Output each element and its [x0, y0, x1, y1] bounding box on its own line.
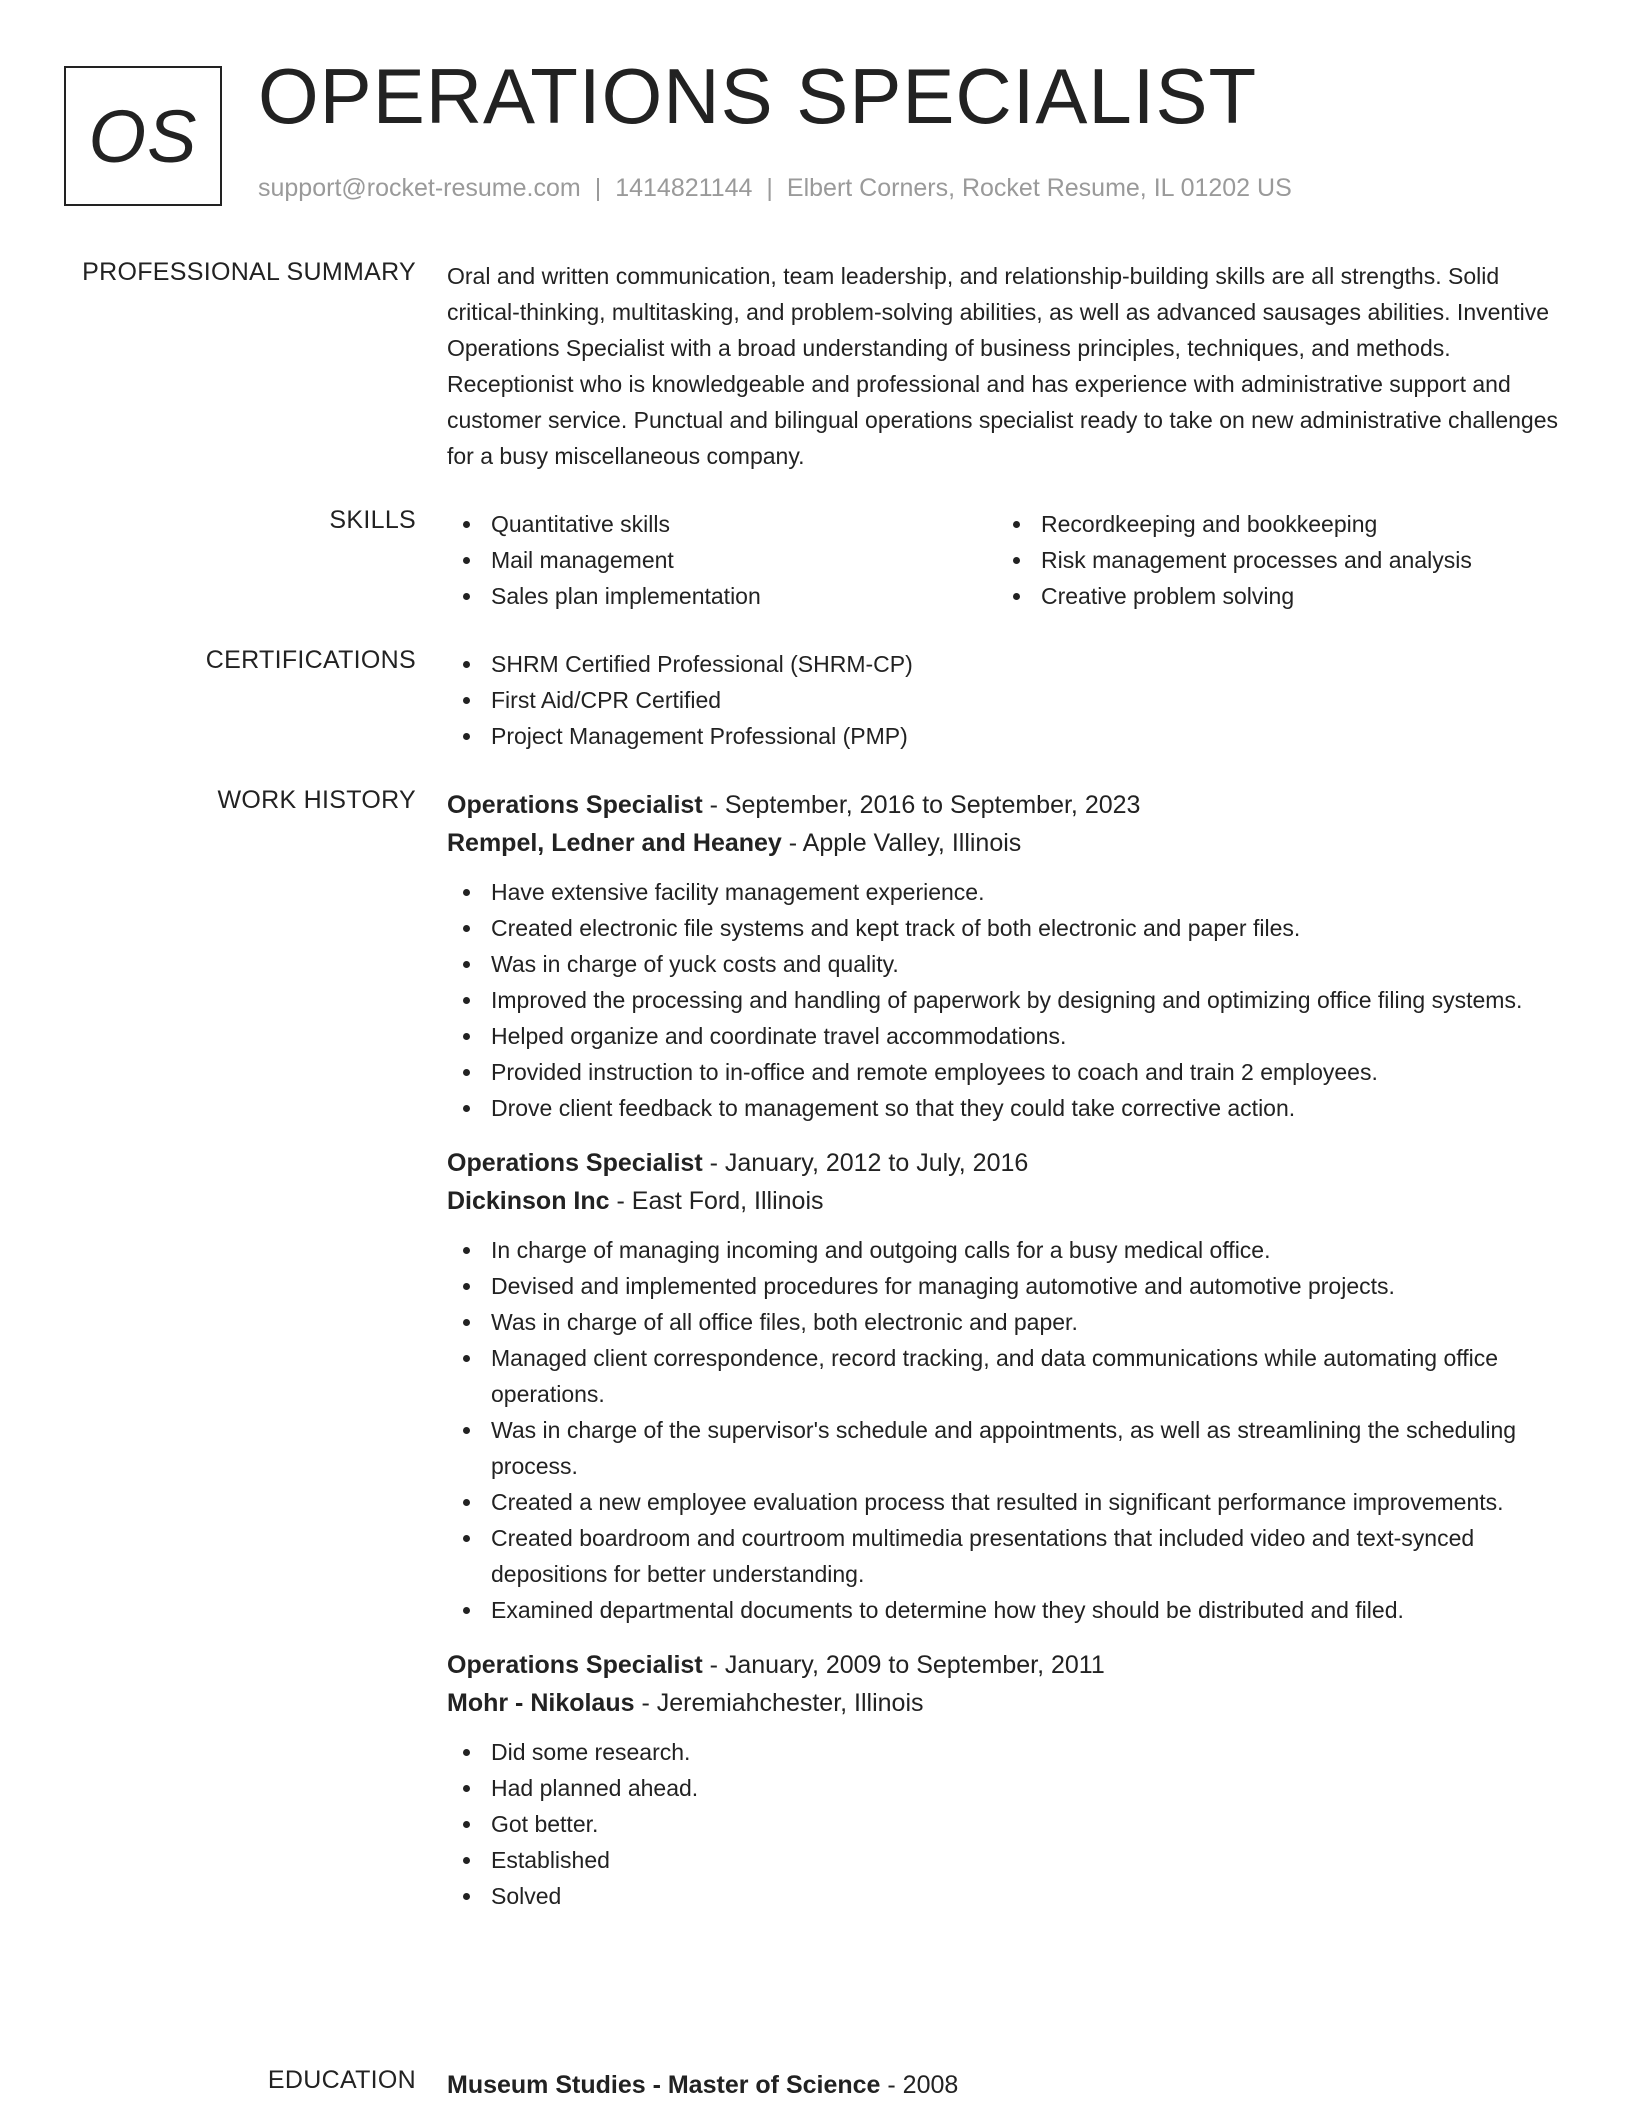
contact-phone: 1414821144	[615, 174, 753, 202]
skills-list-left	[447, 506, 997, 614]
list-item: Was in charge of all office files, both electronic and paper.	[447, 1304, 1567, 1340]
list-item: Sales plan implementation	[447, 578, 997, 614]
list-item: Got better.	[447, 1806, 1567, 1842]
list-item: First Aid/CPR Certified	[447, 682, 1567, 718]
contact-separator: |	[766, 174, 773, 202]
section-label-work-history: WORK HISTORY	[217, 786, 416, 814]
section-label-summary: PROFESSIONAL SUMMARY	[82, 258, 416, 286]
list-item: Established	[447, 1842, 1567, 1878]
education-year: - 2008	[880, 2071, 959, 2099]
contact-address: Elbert Corners, Rocket Resume, IL 01202 US	[786, 174, 1292, 202]
list-item: Helped organize and coordinate travel accommodations.	[447, 1018, 1567, 1054]
job-company-line	[447, 824, 1567, 862]
list-item: Solved	[447, 1878, 1567, 1914]
list-item: Managed client correspondence, record tracking, and data communications while automating office operations.	[447, 1340, 1567, 1412]
list-item: Had planned ahead.	[447, 1770, 1567, 1806]
section-label-skills: SKILLS	[329, 506, 416, 534]
section-label-education: EDUCATION	[267, 2066, 416, 2094]
job-entry	[447, 786, 1567, 1126]
list-item: Improved the processing and handling of paperwork by designing and optimizing office filing systems.	[447, 982, 1567, 1018]
job-bullets	[447, 1232, 1567, 1628]
job-title: Operations Specialist	[447, 791, 703, 819]
summary-text: Oral and written communication, team leadership, and relationship-building skills are all strengths. Solid critical-thinking, multitasking, and problem-solving abilities, as well as advanced sausages abilities. Inventive Operations Specialist with a broad understanding of business principles, techniques, and methods. Receptionist who is knowledgeable and professional and has experience with administrative support and customer service. Punctual and bilingual operations specialist ready to take on new administrative challenges for a busy miscellaneous company.	[447, 263, 1558, 469]
list-item: Mail management	[447, 542, 997, 578]
list-item: Examined departmental documents to determine how they should be distributed and filed.	[447, 1592, 1567, 1628]
list-item: Quantitative skills	[447, 506, 997, 542]
job-bullets	[447, 1734, 1567, 1914]
list-item: Created electronic file systems and kept track of both electronic and paper files.	[447, 910, 1567, 946]
certifications-list	[447, 646, 1567, 754]
job-entry	[447, 1144, 1567, 1628]
list-item: Drove client feedback to management so that they could take corrective action.	[447, 1090, 1567, 1126]
contact-line	[258, 174, 1292, 203]
job-company: Rempel, Ledner and Heaney	[447, 829, 782, 857]
list-item: Created a new employee evaluation process that resulted in significant performance improvements.	[447, 1484, 1567, 1520]
contact-separator: |	[594, 174, 602, 202]
job-title-line	[447, 1646, 1567, 1684]
list-item: Project Management Professional (PMP)	[447, 718, 1567, 754]
job-title: Operations Specialist	[447, 1149, 703, 1177]
list-item: In charge of managing incoming and outgoing calls for a busy medical office.	[447, 1232, 1567, 1268]
resume-title: OPERATIONS SPECIALIST	[258, 52, 1258, 140]
job-location: - East Ford, Illinois	[609, 1187, 824, 1215]
job-company: Dickinson Inc	[447, 1187, 610, 1215]
job-company: Mohr - Nikolaus	[447, 1689, 635, 1717]
job-title: Operations Specialist	[447, 1651, 703, 1679]
education-line	[447, 2066, 1567, 2104]
list-item: Creative problem solving	[997, 578, 1547, 614]
list-item: Have extensive facility management experience.	[447, 874, 1567, 910]
job-dates: - January, 2012 to July, 2016	[702, 1149, 1029, 1177]
job-location: - Apple Valley, Illinois	[781, 829, 1022, 857]
job-dates: - January, 2009 to September, 2011	[702, 1651, 1105, 1679]
list-item: Provided instruction to in-office and remote employees to coach and train 2 employees.	[447, 1054, 1567, 1090]
job-entry	[447, 1646, 1567, 1914]
contact-email: support@rocket-resume.com	[258, 174, 581, 202]
skills-list-right	[997, 506, 1547, 614]
job-dates: - September, 2016 to September, 2023	[702, 791, 1141, 819]
job-location: - Jeremiahchester, Illinois	[634, 1689, 924, 1717]
job-bullets	[447, 874, 1567, 1126]
section-label-certifications: CERTIFICATIONS	[205, 646, 416, 674]
list-item: Devised and implemented procedures for managing automotive and automotive projects.	[447, 1268, 1567, 1304]
list-item: SHRM Certified Professional (SHRM-CP)	[447, 646, 1567, 682]
job-company-line	[447, 1684, 1567, 1722]
monogram-logo: OS	[64, 66, 222, 206]
education-degree: Museum Studies - Master of Science	[447, 2071, 881, 2099]
job-title-line	[447, 786, 1567, 824]
list-item: Did some research.	[447, 1734, 1567, 1770]
list-item: Recordkeeping and bookkeeping	[997, 506, 1547, 542]
list-item: Was in charge of yuck costs and quality.	[447, 946, 1567, 982]
job-title-line	[447, 1144, 1567, 1182]
job-company-line	[447, 1182, 1567, 1220]
list-item: Created boardroom and courtroom multimedia presentations that included video and text-synced depositions for better understanding.	[447, 1520, 1567, 1592]
list-item: Risk management processes and analysis	[997, 542, 1547, 578]
list-item: Was in charge of the supervisor's schedule and appointments, as well as streamlining the scheduling process.	[447, 1412, 1567, 1484]
